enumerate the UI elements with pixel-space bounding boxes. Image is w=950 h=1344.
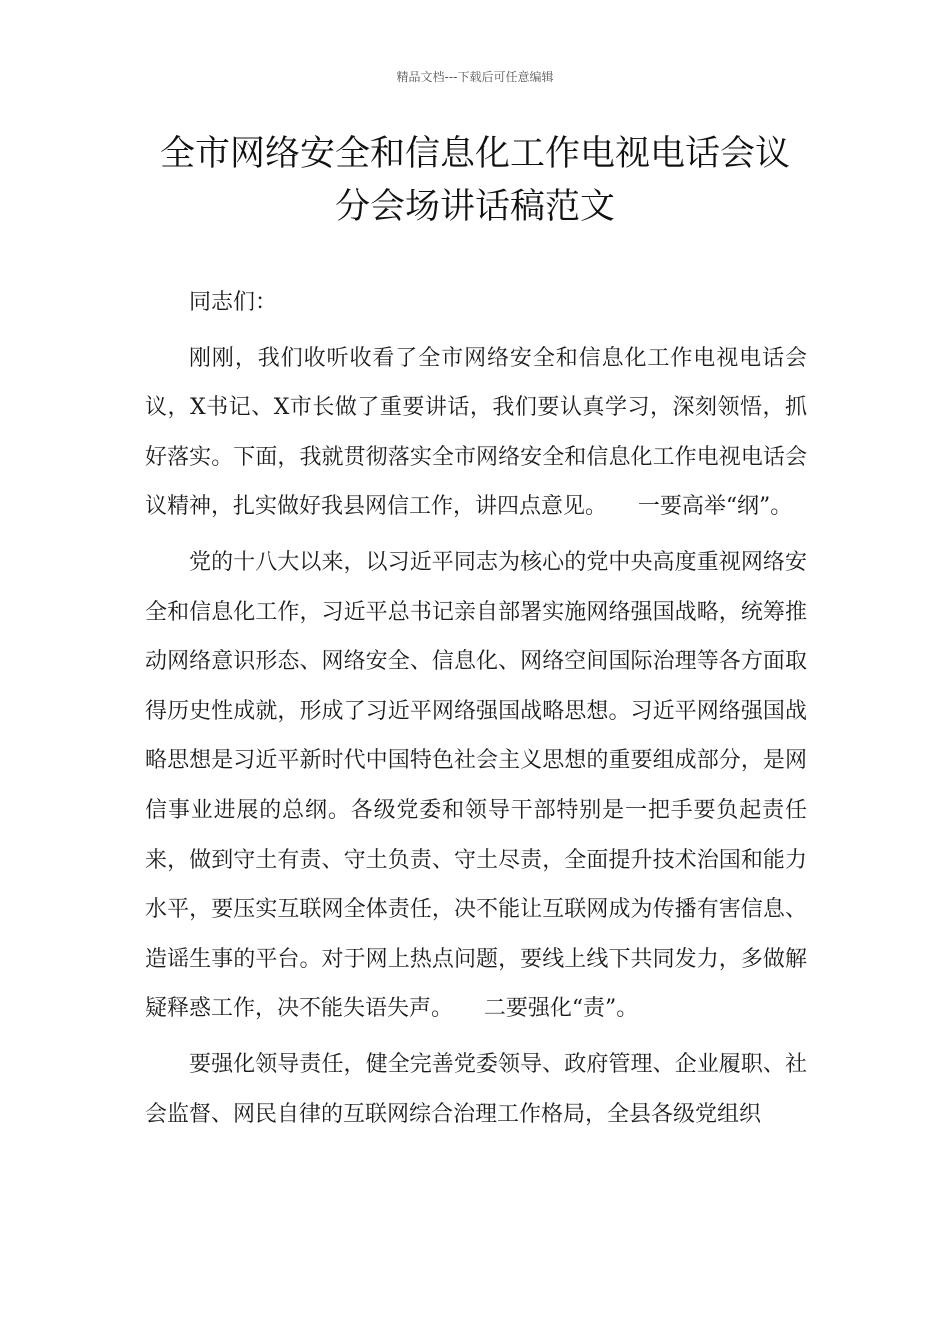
- greeting: 同志们：: [189, 290, 278, 315]
- header-note: 精品文档---下载后可任意编辑: [396, 70, 554, 84]
- section-heading: 一要高举“纲”。: [637, 494, 793, 520]
- paragraph-1: [145, 334, 807, 532]
- page-title: 全市网络安全和信息化工作电视电话会议分会场讲话稿范文: [159, 134, 790, 227]
- paragraph-text: 刚刚，我们收听收看了全市网络安全和信息化工作电视电话会议，X书记、X市长做了重要讲话，我们要认真学习，深刻领悟，抓好落实。下面，我就贯彻落实全市网络安全和信息化工作电视电话会议精神，扎实做好我县网信工作，讲四点意见。: [145, 345, 807, 520]
- section-heading: 二要强化“责”。: [483, 996, 639, 1022]
- paragraph-text: 要强化领导责任，健全完善党委领导、政府管理、企业履职、社会监督、网民自律的互联网综合治理工作格局，全县各级党组织: [145, 1051, 807, 1127]
- paragraph-3: [145, 1040, 807, 1139]
- document-body: [145, 278, 807, 1139]
- paragraph-2: [145, 538, 807, 1034]
- paragraph-text: 党的十八大以来，以习近平同志为核心的党中央高度重视网络安全和信息化工作，习近平总书记亲自部署实施网络强国战略，统筹推动网络意识形态、网络安全、信息化、网络空间国际治理等各方面取得历史性成就，形成了习近平网络强国战略思想。习近平网络强国战略思想是习近平新时代中国特色社会主义思想的重要组成部分，是网信事业进展的总纲。各级党委和领导干部特别是一把手要负起责任来，做到守土有责、守土负责、守土尽责，全面提升技术治国和能力水平，要压实互联网全体责任，决不能让互联网成为传播有害信息、造谣生事的平台。对于网上热点问题，要线上线下共同发力，多做解疑释惑工作，决不能失语失声。: [145, 549, 807, 1022]
